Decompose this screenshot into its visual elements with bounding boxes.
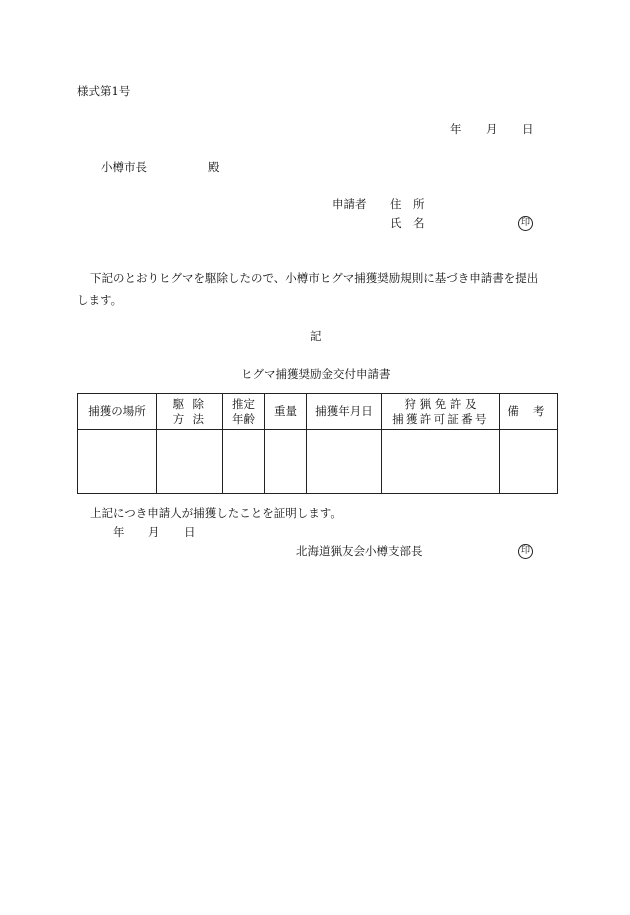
cell-weight[interactable] (265, 430, 307, 494)
header-estimated-age: 推定 年齢 (223, 394, 265, 430)
issuer-seal-icon: 印 (518, 544, 533, 559)
table-row (78, 430, 558, 494)
table-header-row (78, 394, 558, 430)
date-year: 年 (450, 122, 462, 136)
applicant-label: 申請者 (332, 197, 367, 211)
date-month: 月 (486, 122, 498, 136)
addressee-honorific: 殿 (208, 160, 220, 174)
name-label: 氏 名 (390, 216, 425, 230)
cell-method[interactable] (157, 430, 223, 494)
cell-remarks[interactable] (500, 430, 558, 494)
header-weight: 重量 (265, 394, 307, 430)
header-remarks: 備 考 (500, 394, 558, 430)
cell-capture-location[interactable] (78, 430, 157, 494)
cell-capture-date[interactable] (307, 430, 382, 494)
cell-estimated-age[interactable] (223, 430, 265, 494)
cell-license-number[interactable] (382, 430, 500, 494)
addressee-name: 小樽市長 (101, 160, 147, 174)
body-text-line1: 下記のとおりヒグマを駆除したので、小樽市ヒグマ捕獲奨励規則に基づき申請書を提出 (90, 271, 539, 285)
address-label: 住 所 (390, 197, 425, 211)
header-method: 駆 除 方 法 (157, 394, 223, 430)
ki-heading: 記 (310, 329, 322, 343)
applicant-seal-icon: 印 (518, 216, 533, 231)
table-title: ヒグマ捕獲奨励金交付申請書 (241, 367, 391, 381)
cert-date-month: 月 (148, 525, 160, 539)
date-day: 日 (522, 122, 534, 136)
certification-text: 上記につき申請人が捕獲したことを証明します。 (90, 506, 342, 520)
application-table (77, 393, 558, 494)
form-number: 様式第1号 (77, 84, 131, 98)
body-text-line2: します。 (77, 293, 123, 307)
issuer-name: 北海道猟友会小樽支部長 (296, 544, 423, 558)
header-capture-date: 捕獲年月日 (307, 394, 382, 430)
header-license-number: 狩 猟 免 許 及 捕獲許可証番号 (382, 394, 500, 430)
cert-date-day: 日 (184, 525, 196, 539)
header-capture-location: 捕獲の場所 (78, 394, 157, 430)
cert-date-year: 年 (113, 525, 125, 539)
